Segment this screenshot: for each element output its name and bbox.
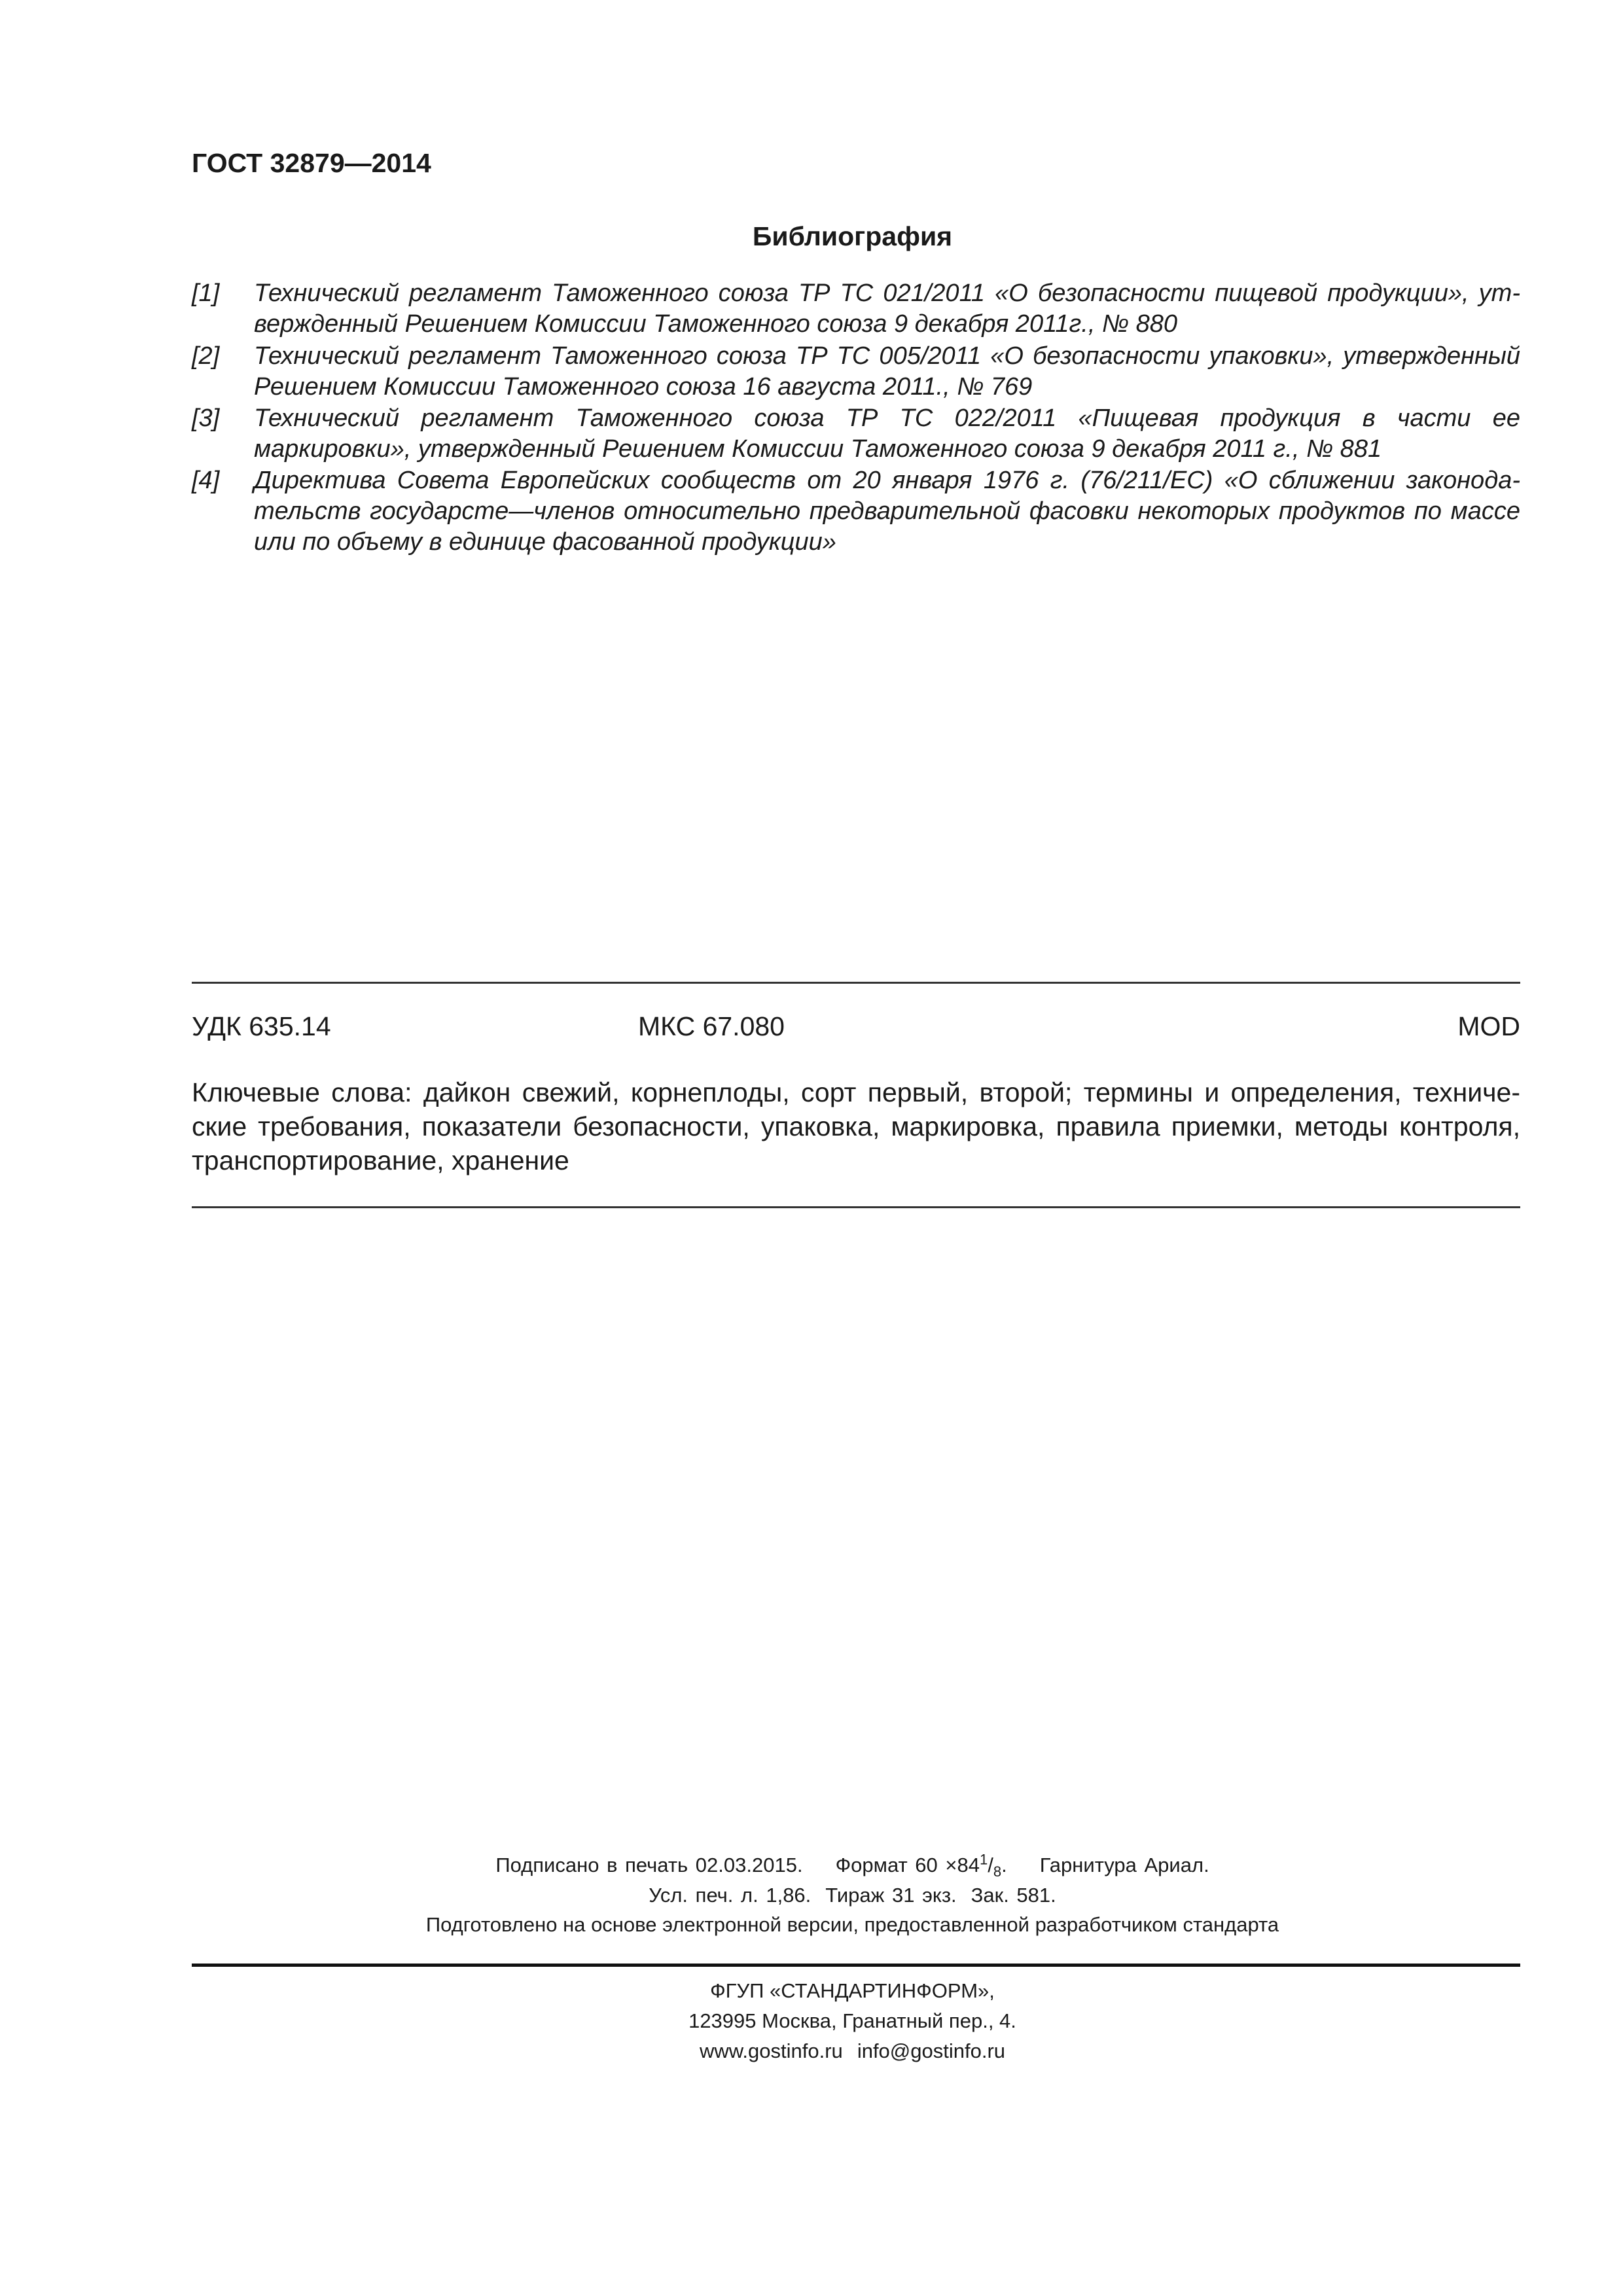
bibliography-item-number: [4] [192, 467, 220, 494]
imprint-prepared: Подготовлено на основе электронной версии, предоставленной разработчиком стандарта [425, 1913, 1279, 1936]
keywords-text: Ключевые слова: дайкон свежий, корнеплоды, сорт первый, второй; термины и определения, техниче-ские требования, показатели безопасности, упаковка, маркировка, правила приемки, методы контроля, транспортирование, хранение [192, 1077, 1520, 1175]
imprint-divider [192, 1964, 1520, 1967]
print-run: Тираж 31 экз. [825, 1884, 957, 1907]
publisher-address: 123995 Москва, Гранатный пер., 4. [688, 2009, 1016, 2032]
bibliography-item-text: Директива Совета Европейских сообществ от 20 января 1976 г. (76/211/ЕС) «О сближении законода-тельств государсте—членов относительно предварительной фасовки некоторых продуктов по массе или по объему в единице фасованной продукции» [254, 467, 1520, 556]
typeface: Гарнитура Ариал. [1039, 1854, 1209, 1876]
bibliography-item-text: Технический регламент Таможенного союза ТР ТС 021/2011 «О безопасности пищевой продукции», ут-вержденный Решением Комиссии Таможенного союза 9 декабря 2011г., № 880 [254, 279, 1520, 338]
publisher-contacts [0, 2038, 1623, 2064]
usl-pech: Усл. печ. л. 1,86. [649, 1884, 812, 1907]
divider-top [192, 982, 1520, 984]
format-label: Формат 60 ×84 [835, 1854, 980, 1876]
bibliography-item [192, 341, 1520, 403]
bibliography-item-text: Технический регламент Таможенного союза ТР ТС 005/2011 «О безопасности упаковки», утвержденный Решением Комиссии Таможенного союза 16 августа 2011., № 769 [254, 342, 1520, 401]
divider-bottom [192, 1206, 1520, 1208]
email-link[interactable]: info@gostinfo.ru [857, 2039, 1006, 2062]
imprint-line-print [0, 1882, 1623, 1909]
signed-date: Подписано в печать 02.03.2015. [495, 1854, 803, 1876]
bibliography-item-number: [1] [192, 279, 220, 307]
bibliography-item [192, 465, 1520, 558]
bibliography-item [192, 403, 1520, 465]
format-numerator: 1 [980, 1851, 988, 1868]
document-code: ГОСТ 32879—2014 [192, 148, 431, 178]
imprint-line-signed [0, 1852, 1623, 1878]
format-dot: . [1001, 1854, 1007, 1876]
bibliography-title: Библиография [752, 221, 953, 251]
udk-code: УДК 635.14 [192, 1011, 331, 1041]
order-number: Зак. 581. [971, 1884, 1056, 1907]
bibliography-item-number: [2] [192, 342, 220, 370]
modification-degree: MOD [1457, 1011, 1520, 1041]
bibliography-item [192, 278, 1520, 340]
website-link[interactable]: www.gostinfo.ru [699, 2039, 843, 2062]
bibliography-item-text: Технический регламент Таможенного союза ТР ТС 022/2011 «Пищевая продукция в части ее маркировки», утвержденный Решением Комиссии Таможенного союза 9 декабря 2011 г., № 881 [254, 404, 1520, 463]
format-slash: / [988, 1854, 993, 1876]
format-denominator: 8 [993, 1863, 1002, 1880]
bibliography-item-number: [3] [192, 404, 220, 432]
mks-code: МКС 67.080 [638, 1011, 785, 1041]
publisher-name: ФГУП «СТАНДАРТИНФОРМ», [710, 1979, 995, 2002]
